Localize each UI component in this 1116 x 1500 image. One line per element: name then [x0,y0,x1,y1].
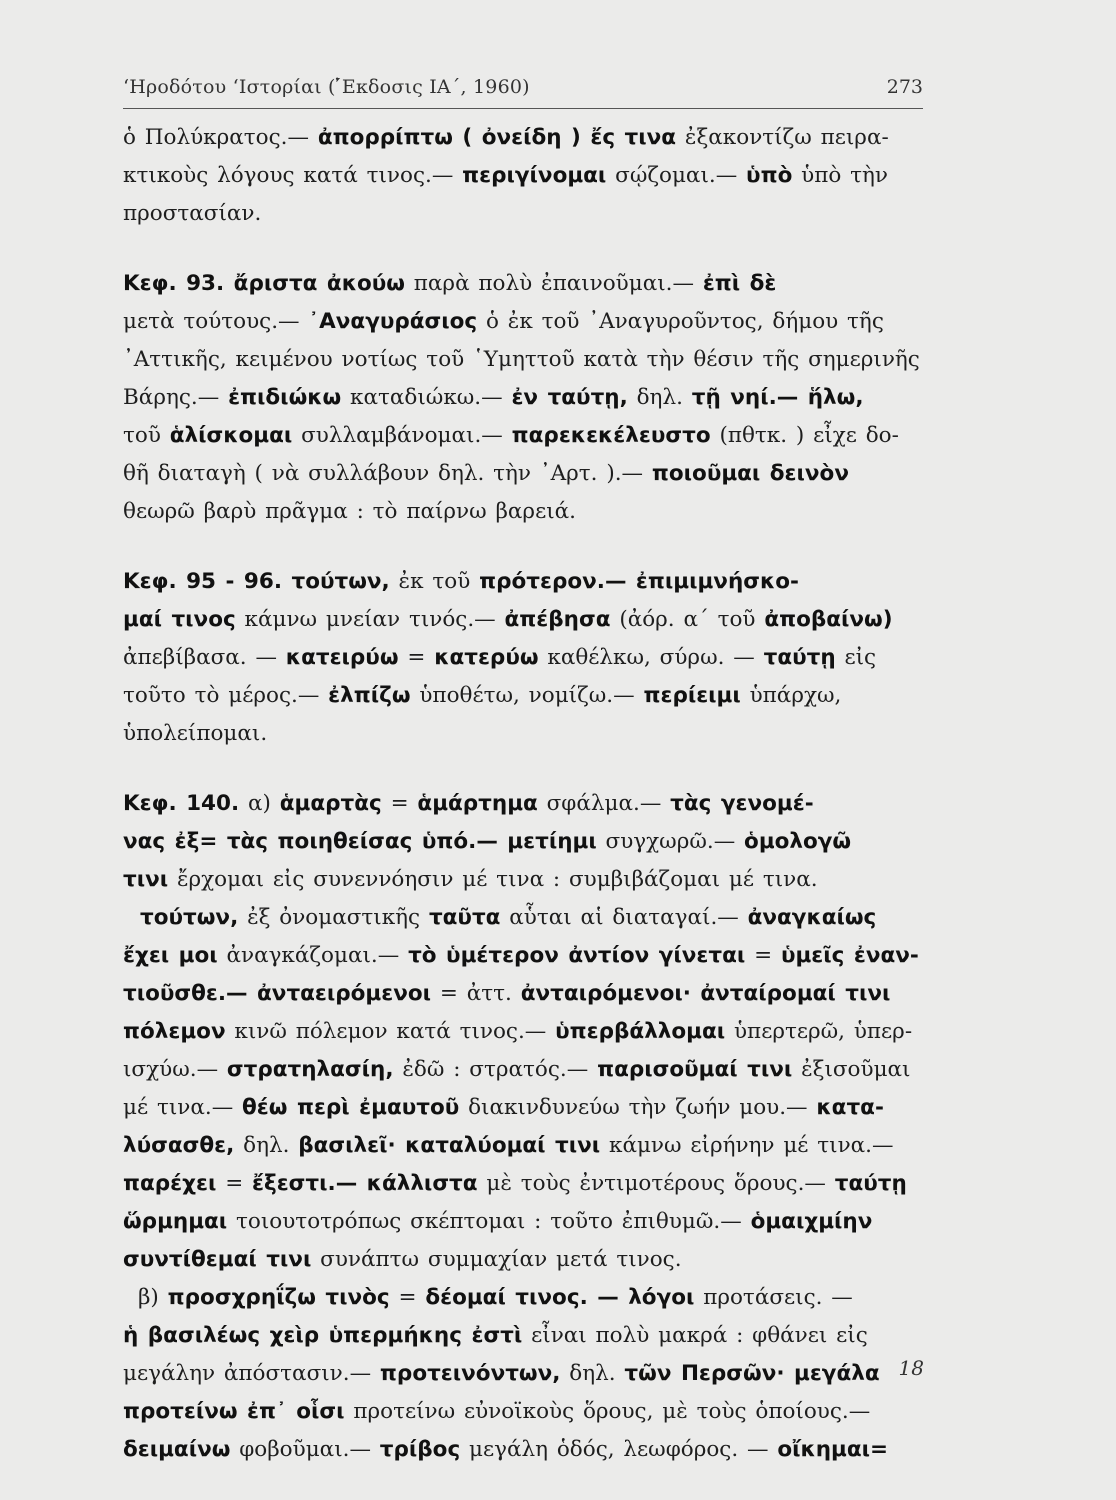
bold-lemma: τῇ νηί.— ἥλω, [691,385,864,410]
running-header [123,76,923,106]
bold-lemma: Κεφ. 93. ἄριστα ἀκούω [123,271,405,296]
bold-lemma: ἐπιδιώκω [228,385,342,410]
text-line [123,641,928,675]
gloss-text: Βάρης.— [123,385,229,410]
bold-lemma: ὑμεῖς ἐναν- [780,943,919,968]
gloss-text: εἰς [835,645,877,670]
text-line [123,787,928,821]
gloss-text: παρὰ πολὺ ἐπαινοῦμαι.— [404,271,703,296]
bold-lemma: ἡ βασιλέως χεὶρ ὑπερμήκης ἐστὶ [123,1323,523,1348]
bold-lemma: βασιλεῖ· καταλύομαί τινι [298,1133,601,1158]
bold-lemma: ταύτῃ [834,1171,907,1196]
text-line [123,121,928,155]
bold-lemma: μαί τινος [123,607,236,632]
bold-lemma: περιγίνομαι [462,163,607,188]
bold-lemma: ἁμάρτημα [417,791,538,816]
gloss-text: μετὰ τούτους.— [123,309,309,334]
text-line [123,825,928,859]
gloss-text: = ἀττ. [431,981,521,1006]
gloss-text: κτικοὺς λόγους κατά τινος.— [123,163,463,188]
bold-lemma: κατειρύω [285,645,399,670]
gloss-text: β) [138,1285,168,1310]
bold-lemma: ὑπερβάλλομαι [555,1019,726,1044]
gloss-text: τοῦ [123,423,170,448]
bold-lemma: δειμαίνω [123,1437,231,1462]
signature-mark: 18 [898,1356,924,1380]
gloss-text: δηλ. [627,385,692,410]
gloss-text: διακινδυνεύω τὴν ζωήν μου.— [459,1095,817,1120]
gloss-text: δηλ. [560,1361,625,1386]
text-line [123,267,928,301]
bold-lemma: θέω περὶ ἐμαυτοῦ [242,1095,460,1120]
text-line [123,603,928,637]
bold-lemma: ἐν ταύτῃ, [511,385,628,410]
gloss-text: ἐδῶ : στρατός.— [393,1057,598,1082]
text-line [123,1129,928,1163]
gloss-text: αὗται αἱ διαταγαί.— [500,905,748,930]
text-line [123,1015,928,1049]
gloss-text: φοβοῦμαι.— [230,1437,380,1462]
bold-lemma: τῶν Περσῶν· μεγάλα [624,1361,880,1386]
text-line [138,1281,928,1315]
gloss-text: = [398,645,435,670]
bold-lemma: τινι [123,867,169,892]
gloss-text: δηλ. [234,1133,299,1158]
text-line [123,939,928,973]
bold-lemma: προτείνω ἐπ᾿ οἷσι [123,1399,345,1424]
bold-lemma: συντίθεμαί τινι [123,1247,312,1272]
gloss-text: θεωρῶ βαρὺ πρᾶγμα : τὸ παίρνω βαρειά. [123,499,576,524]
bold-lemma: ἐλπίζω [328,683,411,708]
gloss-text: = [389,1285,426,1310]
text-line [123,197,928,231]
bold-lemma: στρατηλασίη, [226,1057,394,1082]
gloss-text: ἔρχομαι εἰς συνεννόησιν μέ τινα : συμβιβάζομαι μέ τινα. [168,867,818,892]
bold-lemma: ἀνταιρόμενοι· ἀνταίρομαί τινι [520,981,891,1006]
bold-lemma: τὸ ὑμέτερον ἀντίον γίνεται [408,943,746,968]
bold-lemma: ὁμαιχμίην [750,1209,873,1234]
gloss-text: σῴζομαι.— [606,163,747,188]
text-line [123,1243,928,1277]
bold-lemma: ἁμαρτὰς [279,791,382,816]
gloss-text: ἐξισοῦμαι [792,1057,911,1082]
text-line [123,1053,928,1087]
gloss-text: κάμνω μνείαν τινός.— [235,607,505,632]
text-line [123,1205,928,1239]
gloss-text: μὲ τοὺς ἐντιμοτέρους ὅρους.— [477,1171,835,1196]
gloss-text: θῆ διαταγὴ ( νὰ συλλάβουν δηλ. τὴν ᾿Αρτ. ).— [123,461,652,486]
text-line [123,305,928,339]
text-line [123,863,928,897]
running-title: ‘Ηροδότου ‘Ιστορίαι ( ̓́Εκδοσις ΙΑ΄, 1960) [123,76,530,98]
text-line [140,901,928,935]
bold-lemma: ἀπέβησα [504,607,611,632]
bold-lemma: τιοῦσθε.— ἀνταειρόμενοι [123,981,432,1006]
gloss-text: κάμνω εἰρήνην μέ τινα.— [600,1133,894,1158]
bold-lemma: οἴκημαι= [777,1437,889,1462]
text-line [123,1319,928,1353]
gloss-text: συνάπτω συμμαχίαν μετά τινος. [311,1247,682,1272]
bold-lemma: πόλεμον [123,1019,226,1044]
text-line [123,679,928,713]
bold-lemma: παρισοῦμαί τινι [597,1057,793,1082]
gloss-text: (ἀόρ. α΄ τοῦ [610,607,765,632]
gloss-text: ὑπολείπομαι. [123,721,268,746]
gloss-text: = [216,1171,253,1196]
bold-lemma: παρεκεκέλευστο [511,423,711,448]
bold-lemma: δέομαί τινος. — λόγοι [425,1285,695,1310]
gloss-text: ἀναγκάζομαι.— [217,943,409,968]
gloss-text: ὁ Πολύκρατος.— [123,125,318,150]
text-line [123,495,928,529]
bold-lemma: ταῦτα [428,905,501,930]
bold-lemma: ἀποβαίνω) [764,607,893,632]
bold-lemma: ἐπὶ δὲ [702,271,777,296]
bold-lemma: ἀναγκαίως [747,905,877,930]
bold-lemma: ὑπὸ [746,163,793,188]
gloss-text: ὑπὸ τὴν [792,163,889,188]
bold-lemma: προτεινόντων, [379,1361,561,1386]
gloss-text: ὑπερτερῶ, ὑπερ- [725,1019,913,1044]
text-line [123,1433,928,1467]
bold-lemma: ᾿Αναγυράσιος [308,309,478,334]
gloss-text: τοῦτο τὸ μέρος.— [123,683,329,708]
bold-lemma: ἔχει μοι [123,943,218,968]
gloss-text: ὁ ἐκ τοῦ ᾿Αναγυροῦντος, δήμου τῆς [477,309,884,334]
gloss-text: = [745,943,781,968]
text-line [123,977,928,1011]
gloss-text: = [381,791,418,816]
gloss-text: κινῶ πόλεμον κατά τινος.— [225,1019,556,1044]
text-line [123,1357,928,1391]
gloss-text: τοιουτοτρόπως σκέπτομαι : τοῦτο ἐπιθυμῶ.— [227,1209,751,1234]
gloss-text: ἀπεβίβασα. — [123,645,286,670]
gloss-text: ἐξ ὀνομαστικῆς [238,905,429,930]
bold-lemma: πρότερον.— ἐπιμιμνήσκο- [479,569,799,594]
text-line [123,565,928,599]
text-line [123,1395,928,1429]
bold-lemma: ὥρμημαι [123,1209,228,1234]
text-line [123,381,928,415]
header-rule [123,108,923,109]
bold-lemma: ταύτῃ [763,645,836,670]
gloss-text: (πθτκ. ) εἶχε δο- [710,423,899,448]
bold-lemma: νας ἐξ= τὰς ποιηθείσας ὑπό.— μετίημι [123,829,597,854]
bold-lemma: ποιοῦμαι δεινὸν [651,461,849,486]
text-line [123,159,928,193]
bold-lemma: Κεφ. 140. [123,791,240,816]
bold-lemma: ἁλίσκομαι [169,423,293,448]
bold-lemma: ἔξεστι.— κάλλιστα [252,1171,478,1196]
gloss-text: προτείνω εὐνοϊκοὺς ὅρους, μὲ τοὺς ὁποίους.— [344,1399,871,1424]
bold-lemma: λύσασθε, [123,1133,235,1158]
bold-lemma: ὁμολογῶ [744,829,852,854]
text-line [123,1167,928,1201]
text-line [123,343,928,377]
gloss-text: μεγάλην ἀπόστασιν.— [123,1361,380,1386]
gloss-text: καθέλκω, σύρω. — [538,645,764,670]
gloss-text: α) [239,791,280,816]
bold-lemma: κατα- [816,1095,884,1120]
text-line [123,419,928,453]
text-line [123,1091,928,1125]
gloss-text: ισχύω.— [123,1057,227,1082]
bold-lemma: κατερύω [434,645,539,670]
bold-lemma: ἀπορρίπτω ( ὀνείδη ) ἔς τινα [317,125,677,150]
gloss-text: συγχωρῶ.— [596,829,745,854]
gloss-text: μεγάλη ὁδός, λεωφόρος. — [460,1437,778,1462]
gloss-text: σφάλμα.— [537,791,671,816]
page-number: 273 [886,76,923,98]
gloss-text: προστασίαν. [123,201,262,226]
gloss-text: ἐκ τοῦ [389,569,480,594]
gloss-text: ὑποθέτω, νομίζω.— [410,683,644,708]
text-line [123,457,928,491]
bold-lemma: Κεφ. 95 - 96. τούτων, [123,569,390,594]
gloss-text: προτάσεις. — [694,1285,853,1310]
gloss-text: καταδιώκω.— [341,385,512,410]
gloss-text: εἶναι πολὺ μακρά : φθάνει εἰς [522,1323,868,1348]
text-line [123,717,928,751]
gloss-text: μέ τινα.— [123,1095,243,1120]
bold-lemma: παρέχει [123,1171,217,1196]
gloss-text: ἐξακοντίζω πειρα- [676,125,889,150]
bold-lemma: τρίβος [379,1437,461,1462]
bold-lemma: προσχρηΐζω τινὸς [167,1285,390,1310]
gloss-text: ὑπάρχω, [740,683,842,708]
gloss-text: συλλαμβάνομαι.— [292,423,512,448]
gloss-text: ᾿Αττικῆς, κειμένου νοτίως τοῦ ῾Υμηττοῦ κατὰ τὴν θέσιν τῆς σημερινῆς [123,347,920,372]
bold-lemma: περίειμι [643,683,741,708]
bold-lemma: τὰς γενομέ- [670,791,814,816]
bold-lemma: τούτων, [140,905,239,930]
